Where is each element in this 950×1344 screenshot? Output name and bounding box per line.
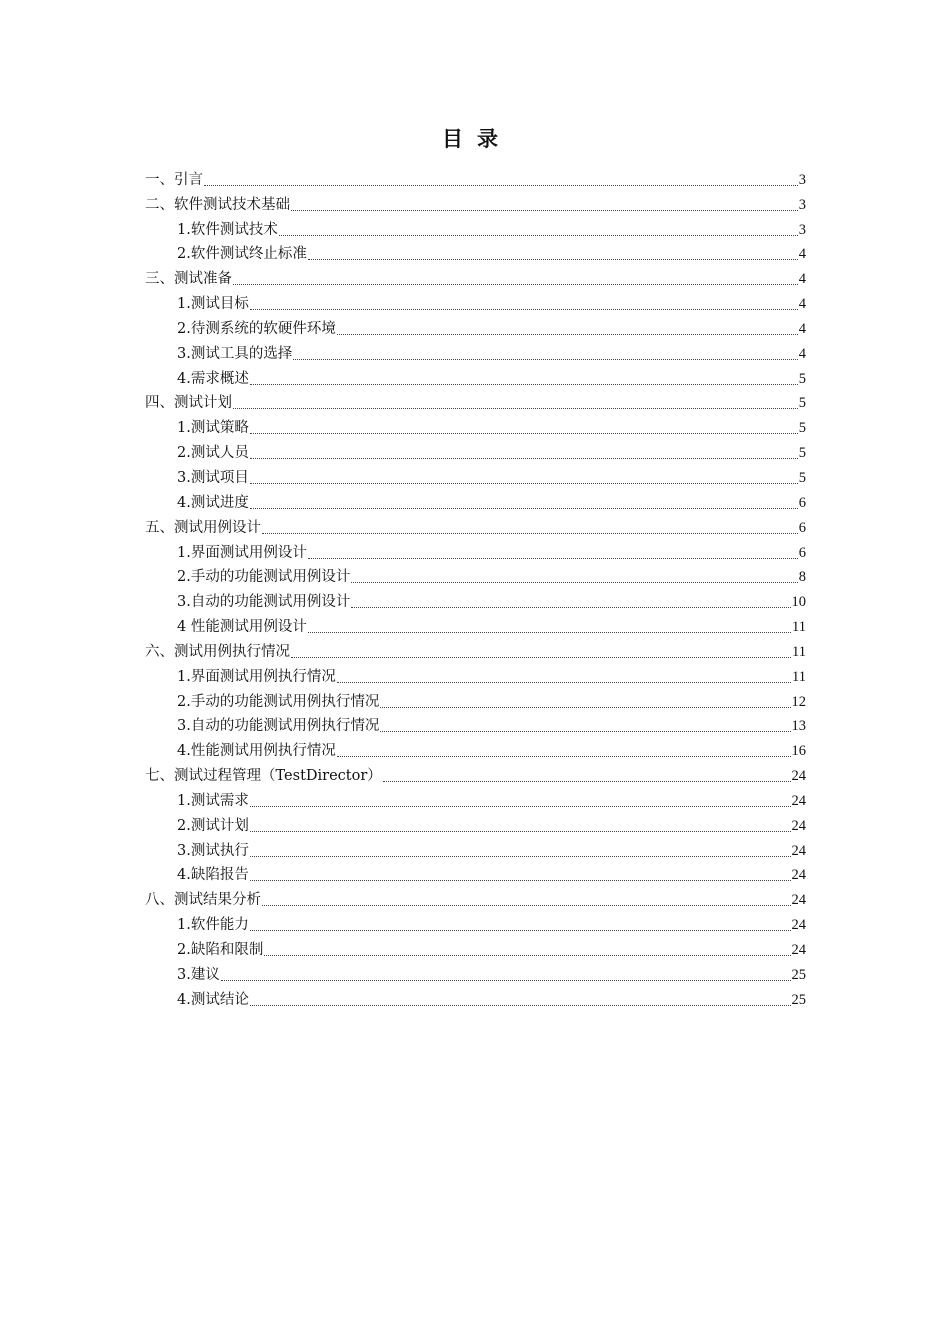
toc-entry-label: 4.测试进度 <box>177 494 249 511</box>
toc-entry-label: 4.需求概述 <box>177 370 249 387</box>
toc-entry-label: 3.自动的功能测试用例设计 <box>177 594 351 611</box>
toc-leader-dots <box>383 781 791 782</box>
toc-leader-dots <box>308 558 798 559</box>
toc-entry-label: 3.建议 <box>177 966 220 983</box>
toc-leader-dots <box>380 707 790 708</box>
toc-entry[interactable] <box>145 365 806 390</box>
toc-entry-label: 五、测试用例设计 <box>145 519 261 536</box>
toc-entry[interactable] <box>145 837 806 862</box>
toc-entry-page-number: 11 <box>792 668 806 685</box>
toc-leader-dots <box>250 831 791 832</box>
toc-entry-label: 2.测试计划 <box>177 817 249 834</box>
toc-leader-dots <box>221 980 791 981</box>
toc-entry[interactable] <box>145 265 806 290</box>
toc-entry-label: 4.缺陷报告 <box>177 867 249 884</box>
toc-entry[interactable] <box>145 241 806 266</box>
toc-leader-dots <box>250 384 798 385</box>
toc-entry[interactable] <box>145 539 806 564</box>
toc-entry[interactable] <box>145 638 806 663</box>
toc-entry-page-number: 4 <box>798 345 806 362</box>
toc-entry[interactable] <box>145 688 806 713</box>
toc-entry-page-number: 4 <box>798 246 806 263</box>
toc-entry-page-number: 25 <box>791 966 806 983</box>
toc-entry[interactable] <box>145 787 806 812</box>
toc-entry-label: 3.测试项目 <box>177 469 249 486</box>
toc-entry-page-number: 5 <box>798 370 806 387</box>
toc-entry-label: 四、测试计划 <box>145 395 232 412</box>
toc-entry[interactable] <box>145 713 806 738</box>
toc-entry-page-number: 5 <box>798 445 806 462</box>
toc-entry-page-number: 3 <box>798 221 806 238</box>
toc-entry[interactable] <box>145 762 806 787</box>
toc-entry-label: 4.性能测试用例执行情况 <box>177 743 336 760</box>
toc-entry[interactable] <box>145 564 806 589</box>
toc-entry-label: 七、测试过程管理（TestDirector） <box>145 768 382 785</box>
toc-entry-page-number: 24 <box>791 867 806 884</box>
toc-entry-page-number: 4 <box>798 271 806 288</box>
toc-entry-page-number: 3 <box>798 171 806 188</box>
toc-leader-dots <box>250 508 798 509</box>
toc-list <box>145 166 806 1011</box>
toc-entry[interactable] <box>145 340 806 365</box>
toc-entry-label: 4 性能测试用例设计 <box>177 619 307 636</box>
toc-entry-page-number: 6 <box>798 494 806 511</box>
toc-leader-dots <box>250 483 798 484</box>
toc-entry[interactable] <box>145 911 806 936</box>
toc-entry[interactable] <box>145 663 806 688</box>
toc-entry[interactable] <box>145 961 806 986</box>
toc-leader-dots <box>291 657 791 658</box>
toc-entry[interactable] <box>145 191 806 216</box>
toc-entry-label: 2.待测系统的软硬件环境 <box>177 320 336 337</box>
toc-title <box>0 124 940 154</box>
toc-leader-dots <box>351 607 790 608</box>
toc-entry-page-number: 5 <box>798 420 806 437</box>
toc-entry-label: 1.界面测试用例设计 <box>177 544 307 561</box>
toc-entry[interactable] <box>145 315 806 340</box>
toc-entry-label: 3.自动的功能测试用例执行情况 <box>177 718 380 735</box>
toc-entry-page-number: 24 <box>791 842 806 859</box>
toc-leader-dots <box>250 433 798 434</box>
toc-leader-dots <box>250 458 798 459</box>
toc-entry-page-number: 16 <box>791 743 806 760</box>
toc-entry[interactable] <box>145 862 806 887</box>
toc-entry[interactable] <box>145 290 806 315</box>
toc-entry-label: 1.测试需求 <box>177 792 249 809</box>
toc-entry[interactable] <box>145 613 806 638</box>
toc-entry[interactable] <box>145 414 806 439</box>
toc-entry-page-number: 24 <box>791 917 806 934</box>
toc-entry-label: 4.测试结论 <box>177 991 249 1008</box>
toc-entry[interactable] <box>145 886 806 911</box>
toc-entry-page-number: 25 <box>791 991 806 1008</box>
toc-entry[interactable] <box>145 737 806 762</box>
toc-entry-page-number: 24 <box>791 942 806 958</box>
toc-leader-dots <box>233 408 798 409</box>
toc-entry-page-number: 4 <box>798 296 806 313</box>
toc-leader-dots <box>250 880 791 881</box>
toc-entry[interactable] <box>145 588 806 613</box>
toc-entry-label: 1.界面测试用例执行情况 <box>177 668 336 685</box>
toc-entry-label: 1.软件能力 <box>177 917 249 934</box>
toc-entry-label: 2.缺陷和限制 <box>177 942 264 958</box>
toc-entry[interactable] <box>145 514 806 539</box>
toc-leader-dots <box>337 682 791 683</box>
toc-entry-label: 六、测试用例执行情况 <box>145 643 290 660</box>
toc-leader-dots <box>351 582 797 583</box>
toc-leader-dots <box>250 930 791 931</box>
toc-title-char-2: 录 <box>477 127 498 151</box>
toc-entry-label: 2.手动的功能测试用例执行情况 <box>177 693 380 710</box>
toc-leader-dots <box>337 756 791 757</box>
toc-entry[interactable] <box>145 812 806 837</box>
toc-entry-label: 3.测试工具的选择 <box>177 345 293 362</box>
toc-entry[interactable] <box>145 464 806 489</box>
toc-entry-label: 3.测试执行 <box>177 842 249 859</box>
toc-entry[interactable] <box>145 390 806 415</box>
toc-leader-dots <box>291 210 798 211</box>
toc-entry-page-number: 5 <box>798 395 806 412</box>
toc-leader-dots <box>337 334 798 335</box>
toc-leader-dots <box>308 259 798 260</box>
toc-entry[interactable] <box>145 936 806 961</box>
toc-entry-page-number: 4 <box>798 320 806 337</box>
toc-entry-page-number: 5 <box>798 469 806 486</box>
toc-entry-page-number: 13 <box>791 718 806 735</box>
toc-leader-dots <box>380 731 790 732</box>
toc-entry-label: 八、测试结果分析 <box>145 892 261 909</box>
toc-leader-dots <box>204 185 798 186</box>
toc-entry-page-number: 11 <box>792 619 806 636</box>
toc-leader-dots <box>264 955 790 956</box>
toc-leader-dots <box>293 359 797 360</box>
toc-entry-page-number: 12 <box>791 693 806 710</box>
toc-entry-label: 三、测试准备 <box>145 271 232 288</box>
toc-leader-dots <box>250 309 798 310</box>
toc-title-char-1: 目 <box>442 127 463 151</box>
toc-entry-page-number: 11 <box>792 643 806 660</box>
toc-entry-label: 2.软件测试终止标准 <box>177 246 307 263</box>
toc-leader-dots <box>233 284 798 285</box>
toc-leader-dots <box>262 533 798 534</box>
toc-entry-label: 1.测试策略 <box>177 420 249 437</box>
toc-entry-label: 一、引言 <box>145 171 203 188</box>
toc-entry-page-number: 24 <box>791 768 806 785</box>
toc-leader-dots <box>250 1005 791 1006</box>
toc-entry-label: 2.测试人员 <box>177 445 249 462</box>
toc-entry[interactable] <box>145 439 806 464</box>
toc-entry-label: 1.测试目标 <box>177 296 249 313</box>
toc-entry-page-number: 10 <box>791 594 806 611</box>
toc-entry-page-number: 3 <box>798 196 806 213</box>
toc-entry[interactable] <box>145 216 806 241</box>
toc-entry-page-number: 8 <box>798 569 806 586</box>
toc-entry-page-number: 24 <box>791 817 806 834</box>
toc-entry-label: 2.手动的功能测试用例设计 <box>177 569 351 586</box>
toc-entry-label: 1.软件测试技术 <box>177 221 278 238</box>
toc-leader-dots <box>250 806 791 807</box>
toc-entry-page-number: 24 <box>791 892 806 909</box>
toc-leader-dots <box>279 235 798 236</box>
toc-entry[interactable] <box>145 166 806 191</box>
toc-entry[interactable] <box>145 489 806 514</box>
toc-leader-dots <box>262 905 791 906</box>
toc-entry-page-number: 6 <box>798 519 806 536</box>
toc-leader-dots <box>308 632 791 633</box>
toc-leader-dots <box>250 856 791 857</box>
toc-entry[interactable] <box>145 986 806 1011</box>
toc-entry-page-number: 24 <box>791 792 806 809</box>
toc-entry-label: 二、软件测试技术基础 <box>145 196 290 213</box>
toc-entry-page-number: 6 <box>798 544 806 561</box>
